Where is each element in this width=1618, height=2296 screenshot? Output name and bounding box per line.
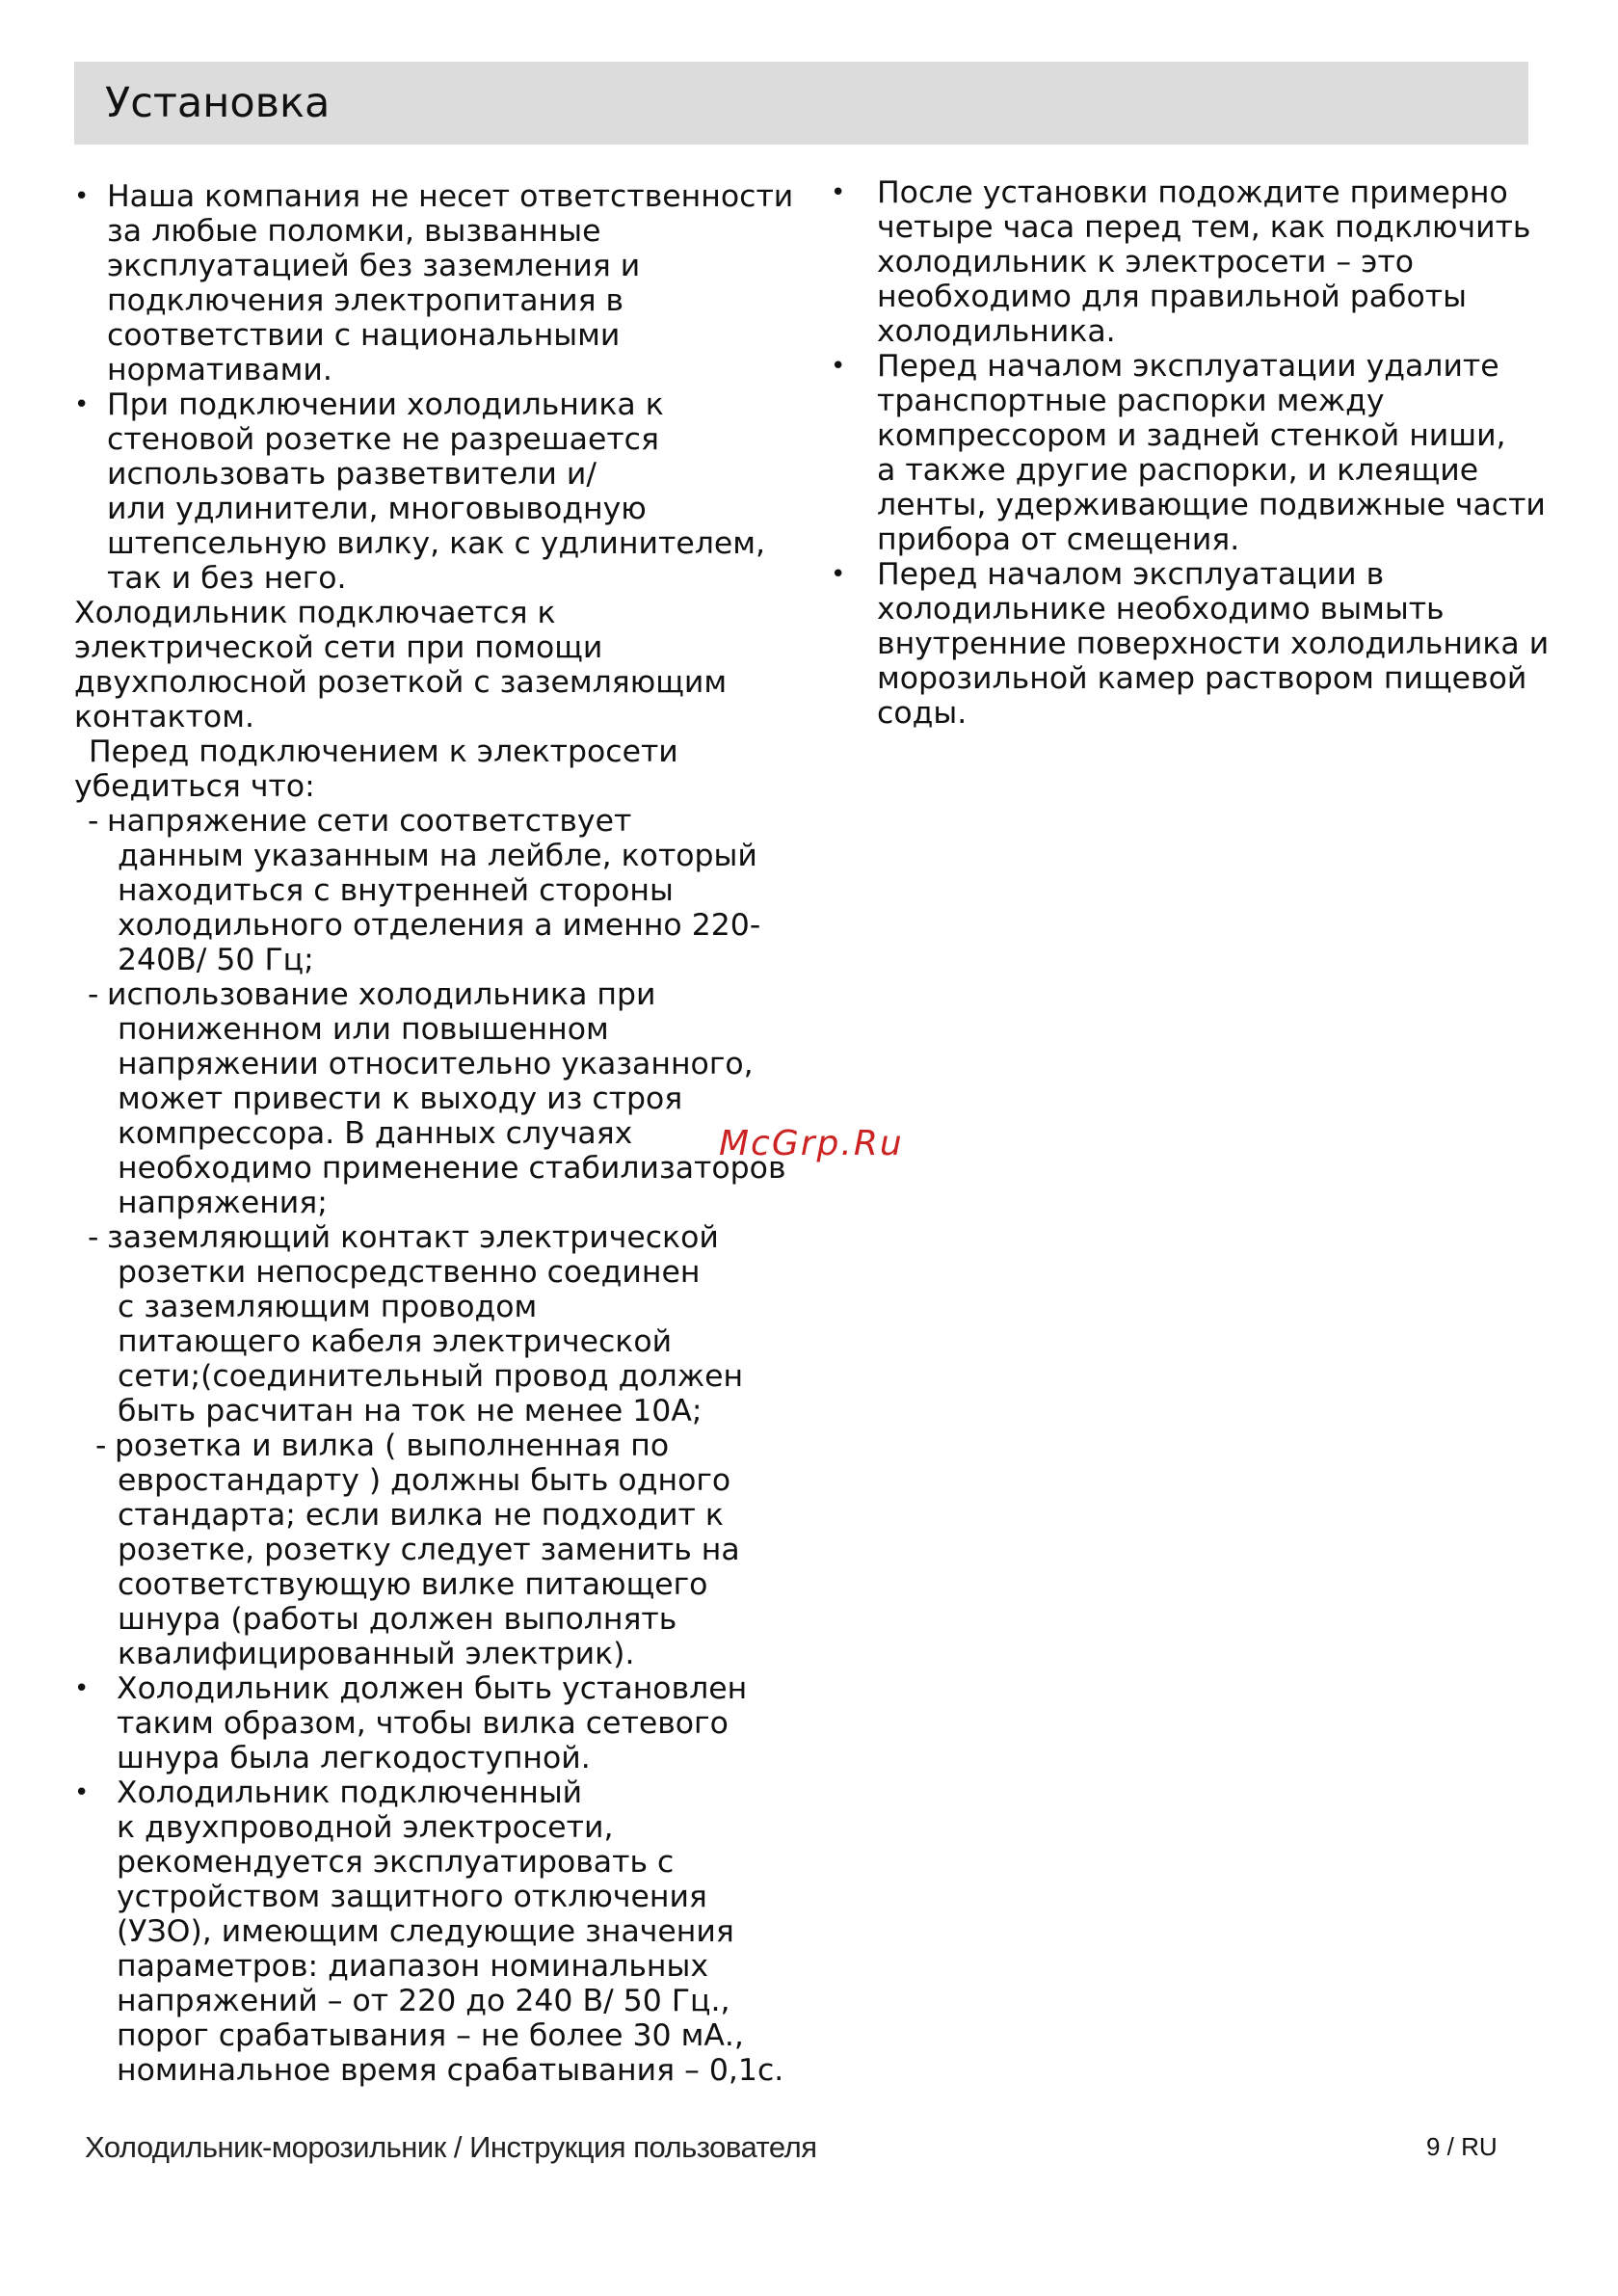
text-line: Холодильник подключенный	[117, 1775, 583, 1810]
page-number: 9 / RU	[1426, 2132, 1498, 2161]
text-line: ленты, удерживающие подвижные части	[877, 488, 1546, 522]
text-line: таким образом, чтобы вилка сетевого	[117, 1706, 729, 1741]
text-line: четыре часа перед тем, как подключить	[877, 210, 1531, 245]
text-line: Перед началом эксплуатации удалите	[877, 349, 1499, 384]
list-item	[831, 349, 1546, 557]
text-line: номинальное время срабатывания – 0,1с.	[117, 2053, 784, 2088]
text-line: холодильник к электросети – это	[877, 245, 1415, 280]
text-line: пониженном или повышенном	[118, 1012, 609, 1047]
section-title: Установка	[105, 79, 331, 127]
bullet-icon: •	[74, 1674, 90, 1703]
text-line: устройством защитного отключения	[117, 1880, 707, 1914]
dash-mark: -	[88, 1220, 99, 1255]
text-line: холодильнике необходимо вымыть	[877, 592, 1445, 627]
text-line: за любые поломки, вызванные	[107, 214, 601, 249]
text-line: необходимо для правильной работы	[877, 280, 1467, 314]
text-line: евростандарту ) должны быть одного	[118, 1463, 731, 1498]
list-item	[74, 1775, 787, 2088]
text-line: Наша компания не несет ответственности	[107, 179, 794, 214]
list-item	[831, 557, 1550, 731]
footer-title: Холодильник-морозильник / Инструкция пользователя	[85, 2130, 817, 2164]
text-line: к двухпроводной электросети,	[117, 1810, 614, 1845]
bullet-icon: •	[74, 390, 90, 419]
text-line: (УЗО), имеющим следующие значения	[117, 1914, 734, 1949]
paragraph	[74, 734, 787, 804]
text-line: соответствующую вилке питающего	[118, 1567, 708, 1602]
text-line: холодильника.	[877, 314, 1116, 349]
right-column	[831, 175, 1550, 731]
text-line: прибора от смещения.	[877, 522, 1240, 557]
list-item	[74, 179, 794, 387]
bullet-icon: •	[831, 560, 846, 589]
text-line: розетке, розетку следует заменить на	[118, 1533, 740, 1567]
text-line: стандарта; если вилка не подходит к	[118, 1498, 724, 1533]
text-line: нормативами.	[107, 353, 332, 387]
text-line: порог срабатывания – не более 30 мА.,	[117, 2018, 744, 2053]
bullet-icon: •	[831, 352, 846, 381]
text-line: штепсельную вилку, как с удлинителем,	[107, 526, 765, 561]
text-line: Холодильник подключается к	[74, 596, 556, 630]
paragraph	[74, 596, 787, 734]
text-line: данным указанным на лейбле, который	[118, 839, 757, 873]
text-line: соды.	[877, 696, 968, 731]
text-line: подключения электропитания в	[107, 283, 624, 318]
text-line: соответствии с национальными	[107, 318, 621, 353]
text-line: Перед началом эксплуатации в	[877, 557, 1385, 592]
text-line: параметров: диапазон номинальных	[117, 1949, 709, 1984]
text-line: а также другие распорки, и клеящие	[877, 453, 1479, 488]
text-line: питающего кабеля электрической	[118, 1324, 673, 1359]
text-line: с заземляющим проводом	[118, 1290, 538, 1324]
bullet-icon: •	[831, 178, 846, 207]
text-line: или удлинители, многовыводную	[107, 492, 647, 526]
bullet-icon: •	[74, 1778, 90, 1807]
text-line: компрессора. В данных случаях	[118, 1116, 633, 1151]
text-line: внутренние поверхности холодильника и	[877, 627, 1550, 661]
text-line: заземляющий контакт электрической	[107, 1220, 719, 1255]
text-line: быть расчитан на ток не менее 10А;	[118, 1394, 703, 1428]
bullet-icon: •	[74, 182, 90, 211]
text-line: розетка и вилка ( выполненная по	[115, 1428, 670, 1463]
text-line: двухполюсной розеткой с заземляющим	[74, 665, 728, 700]
text-line: необходимо применение стабилизаторов	[118, 1151, 786, 1186]
text-line: морозильной камер раствором пищевой	[877, 661, 1527, 696]
dash-mark: -	[95, 1428, 107, 1463]
text-line: использовать разветвители и/	[107, 457, 597, 492]
text-line: напряжение сети соответствует	[107, 804, 632, 839]
list-item	[74, 1671, 787, 1775]
text-line: электрической сети при помощи	[74, 630, 603, 665]
text-line: так и без него.	[107, 561, 347, 596]
list-item	[831, 175, 1534, 349]
dash-item	[74, 804, 787, 977]
text-line: убедиться что:	[74, 769, 315, 804]
text-line: После установки подождите примерно	[877, 175, 1508, 210]
dash-item	[74, 1220, 787, 1428]
text-line: Перед подключением к электросети	[89, 734, 678, 769]
dash-mark: -	[88, 977, 99, 1012]
text-line: эксплуатацией без заземления и	[107, 249, 641, 283]
text-line: напряжения;	[118, 1186, 328, 1220]
text-line: При подключении холодильника к	[107, 387, 664, 422]
section-header	[74, 62, 1528, 145]
dash-item	[74, 1428, 787, 1671]
text-line: контактом.	[74, 700, 254, 734]
dash-item	[74, 977, 787, 1220]
text-line: холодильного отделения а именно 220-	[118, 908, 761, 943]
text-line: транспортные распорки между	[877, 384, 1385, 418]
left-column	[74, 179, 794, 2088]
text-line: напряжении относительно указанного,	[118, 1047, 754, 1081]
list-item	[74, 387, 787, 596]
text-line: находиться с внутренней стороны	[118, 873, 674, 908]
text-line: квалифицированный электрик).	[118, 1637, 635, 1671]
text-line: 240В/ 50 Гц;	[118, 943, 314, 977]
text-line: розетки непосредственно соединен	[118, 1255, 701, 1290]
dash-mark: -	[88, 804, 99, 839]
text-line: рекомендуется эксплуатировать с	[117, 1845, 675, 1880]
watermark: McGrp.Ru	[719, 1124, 904, 1163]
text-line: Холодильник должен быть установлен	[117, 1671, 748, 1706]
text-line: компрессором и задней стенкой ниши,	[877, 418, 1506, 453]
text-line: напряжений – от 220 до 240 В/ 50 Гц.,	[117, 1984, 730, 2018]
text-line: стеновой розетке не разрешается	[107, 422, 659, 457]
text-line: использование холодильника при	[107, 977, 656, 1012]
text-line: шнура (работы должен выполнять	[118, 1602, 677, 1637]
text-line: может привести к выходу из строя	[118, 1081, 683, 1116]
text-line: шнура была легкодоступной.	[117, 1741, 591, 1775]
text-line: сети;(соединительный провод должен	[118, 1359, 744, 1394]
